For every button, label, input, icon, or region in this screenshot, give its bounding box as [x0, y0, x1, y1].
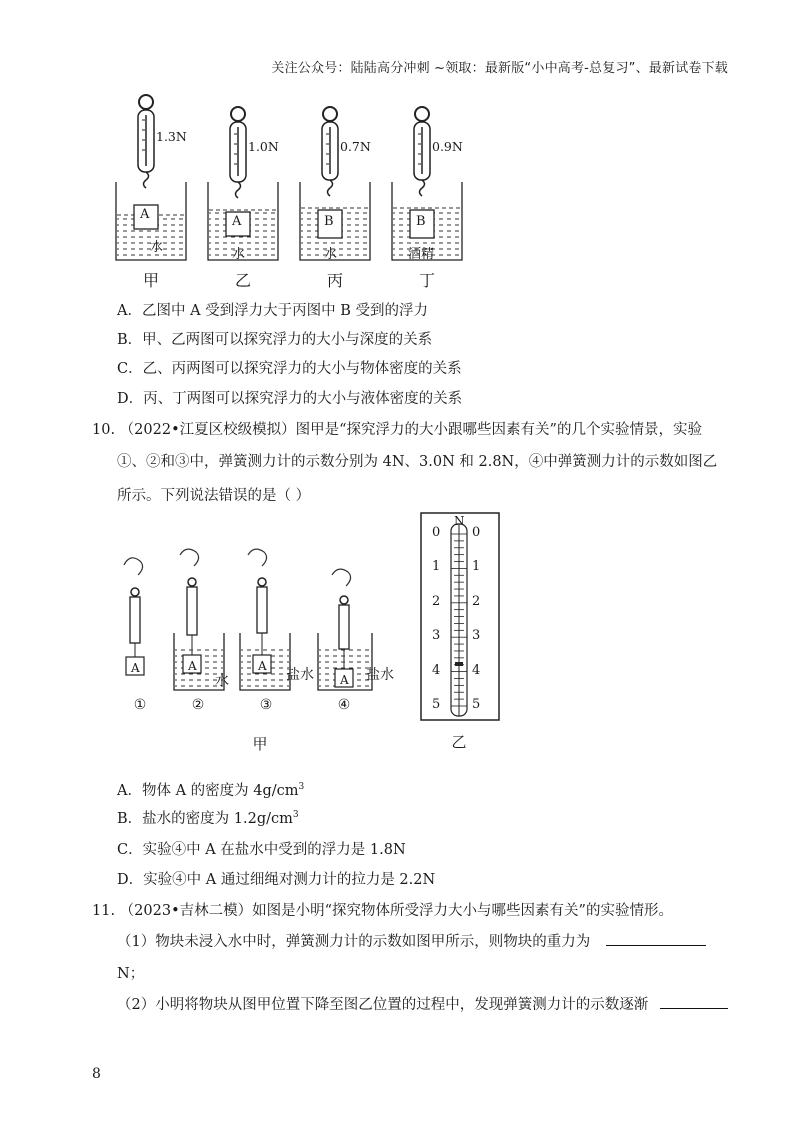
q9-block-2: A — [232, 214, 242, 229]
q10-figure-label-jia: 甲 — [252, 735, 268, 753]
q9-label-1: 甲 — [142, 271, 159, 290]
scale-unit: N — [454, 514, 465, 528]
q10-line-3: 所示。下列说法错误的是（ ） — [117, 488, 311, 504]
q10-option-b — [117, 807, 299, 828]
q10-liquid-2: 水 — [215, 673, 229, 689]
scale-number-left: 1 — [432, 559, 441, 575]
q11-sub-2 — [117, 993, 728, 1014]
page-number: 8 — [92, 1066, 101, 1082]
q10-step-2: ② — [191, 697, 205, 713]
q10-block-4: A — [340, 673, 349, 687]
scale-number-right: 5 — [472, 697, 481, 712]
spring-scale-setup-3 — [300, 107, 370, 260]
q9-option-b: B．甲、乙两图可以探究浮力的大小与深度的关系 — [117, 332, 433, 348]
spring-scale-setup-2 — [208, 107, 278, 260]
q11-answer-blank-2[interactable] — [660, 1008, 728, 1009]
q10-step-3: ③ — [259, 697, 273, 713]
scale-pointer — [455, 662, 463, 666]
q10-setup-4 — [318, 569, 372, 690]
scale-number-left: 4 — [432, 662, 441, 678]
q9-label-3: 丙 — [326, 271, 343, 290]
q9-block-3: B — [324, 214, 334, 229]
q9-reading-1: 1.3N — [156, 129, 187, 144]
q10-option-a-sup: 3 — [298, 782, 305, 793]
q9-option-d: D．丙、丁两图可以探究浮力的大小与液体密度的关系 — [117, 391, 463, 407]
q10-setup-1 — [124, 558, 144, 675]
q10-step-1: ① — [133, 697, 147, 713]
scale-number-left: 5 — [432, 697, 441, 712]
q11-sub-1-end: N； — [117, 966, 145, 982]
q10-line-1: 10. （2022•江夏区校级模拟）图甲是“探究浮力的大小跟哪些因素有关”的几个实验情景，实验 — [92, 422, 702, 438]
q10-step-4: ④ — [337, 697, 351, 713]
q11-sub-2-text: （2）小明将物块从图甲位置下降至图乙位置的过程中，发现弹簧测力计的示数逐渐 — [117, 997, 649, 1013]
q10-option-b-sup: 3 — [292, 810, 299, 821]
scale-number-right: 3 — [472, 628, 481, 644]
scale-number-left: 3 — [432, 628, 441, 644]
q11-sub-1-text: （1）物块未浸入水中时，弹簧测力计的示数如图甲所示，则物块的重力为 — [117, 934, 591, 950]
q10-setup-2 — [174, 549, 224, 690]
q9-label-4: 丁 — [418, 271, 435, 290]
q10-figure-jia — [110, 545, 410, 720]
q9-liquid-1: 水 — [150, 240, 164, 255]
q10-figure-yi-scale — [420, 512, 500, 722]
q10-block-1: A — [131, 661, 140, 675]
q9-label-2: 乙 — [234, 271, 251, 290]
q9-option-c: C．乙、丙两图可以探究浮力的大小与物体密度的关系 — [117, 361, 462, 377]
q10-block-2: A — [188, 659, 197, 673]
scale-number-right: 4 — [472, 662, 481, 678]
q9-reading-2: 1.0N — [248, 139, 279, 154]
q9-liquid-2: 水 — [232, 247, 246, 262]
q10-liquid-4: 盐水 — [366, 667, 394, 683]
q9-liquid-3: 水 — [324, 247, 338, 262]
scale-number-right: 1 — [472, 559, 481, 575]
scale-number-left: 2 — [432, 593, 441, 609]
q10-option-a — [117, 779, 304, 800]
scale-number-right: 0 — [472, 525, 481, 540]
q10-option-a-text: A．物体 A 的密度为 4g/cm — [117, 783, 299, 799]
q10-option-c: C．实验④中 A 在盐水中受到的浮力是 1.8N — [117, 842, 406, 858]
q9-option-a: A．乙图中 A 受到浮力大于丙图中 B 受到的浮力 — [117, 303, 429, 319]
q10-option-b-text: B．盐水的密度为 1.2g/cm — [117, 811, 293, 827]
q9-block-4: B — [416, 214, 426, 229]
q9-reading-4: 0.9N — [432, 139, 463, 154]
q10-figure-label-yi: 乙 — [451, 733, 467, 751]
q10-option-d: D．实验④中 A 通过细绳对测力计的拉力是 2.2N — [117, 872, 436, 888]
q9-reading-3: 0.7N — [340, 139, 371, 154]
spring-scale-setup-4 — [392, 107, 462, 260]
q11-line-1: 11. （2023•吉林二模）如图是小明“探究物体所受浮力大小与哪些因素有关”的实验情形。 — [92, 903, 673, 919]
q10-block-3: A — [258, 659, 267, 673]
q9-liquid-4: 酒精 — [408, 247, 435, 262]
header-note: 关注公众号：陆陆高分冲刺 ~领取：最新版“小中高考-总复习”、最新试卷下载 — [271, 61, 728, 76]
q10-liquid-3: 盐水 — [286, 667, 314, 683]
scale-number-left: 0 — [432, 525, 441, 540]
q11-sub-1 — [117, 930, 706, 951]
q11-answer-blank-1[interactable] — [606, 945, 706, 946]
scale-number-right: 2 — [472, 593, 481, 609]
q10-line-2: ①、②和③中，弹簧测力计的示数分别为 4N、3.0N 和 2.8N，④中弹簧测力计的示数如图乙 — [117, 454, 718, 470]
q9-block-1: A — [140, 207, 150, 222]
